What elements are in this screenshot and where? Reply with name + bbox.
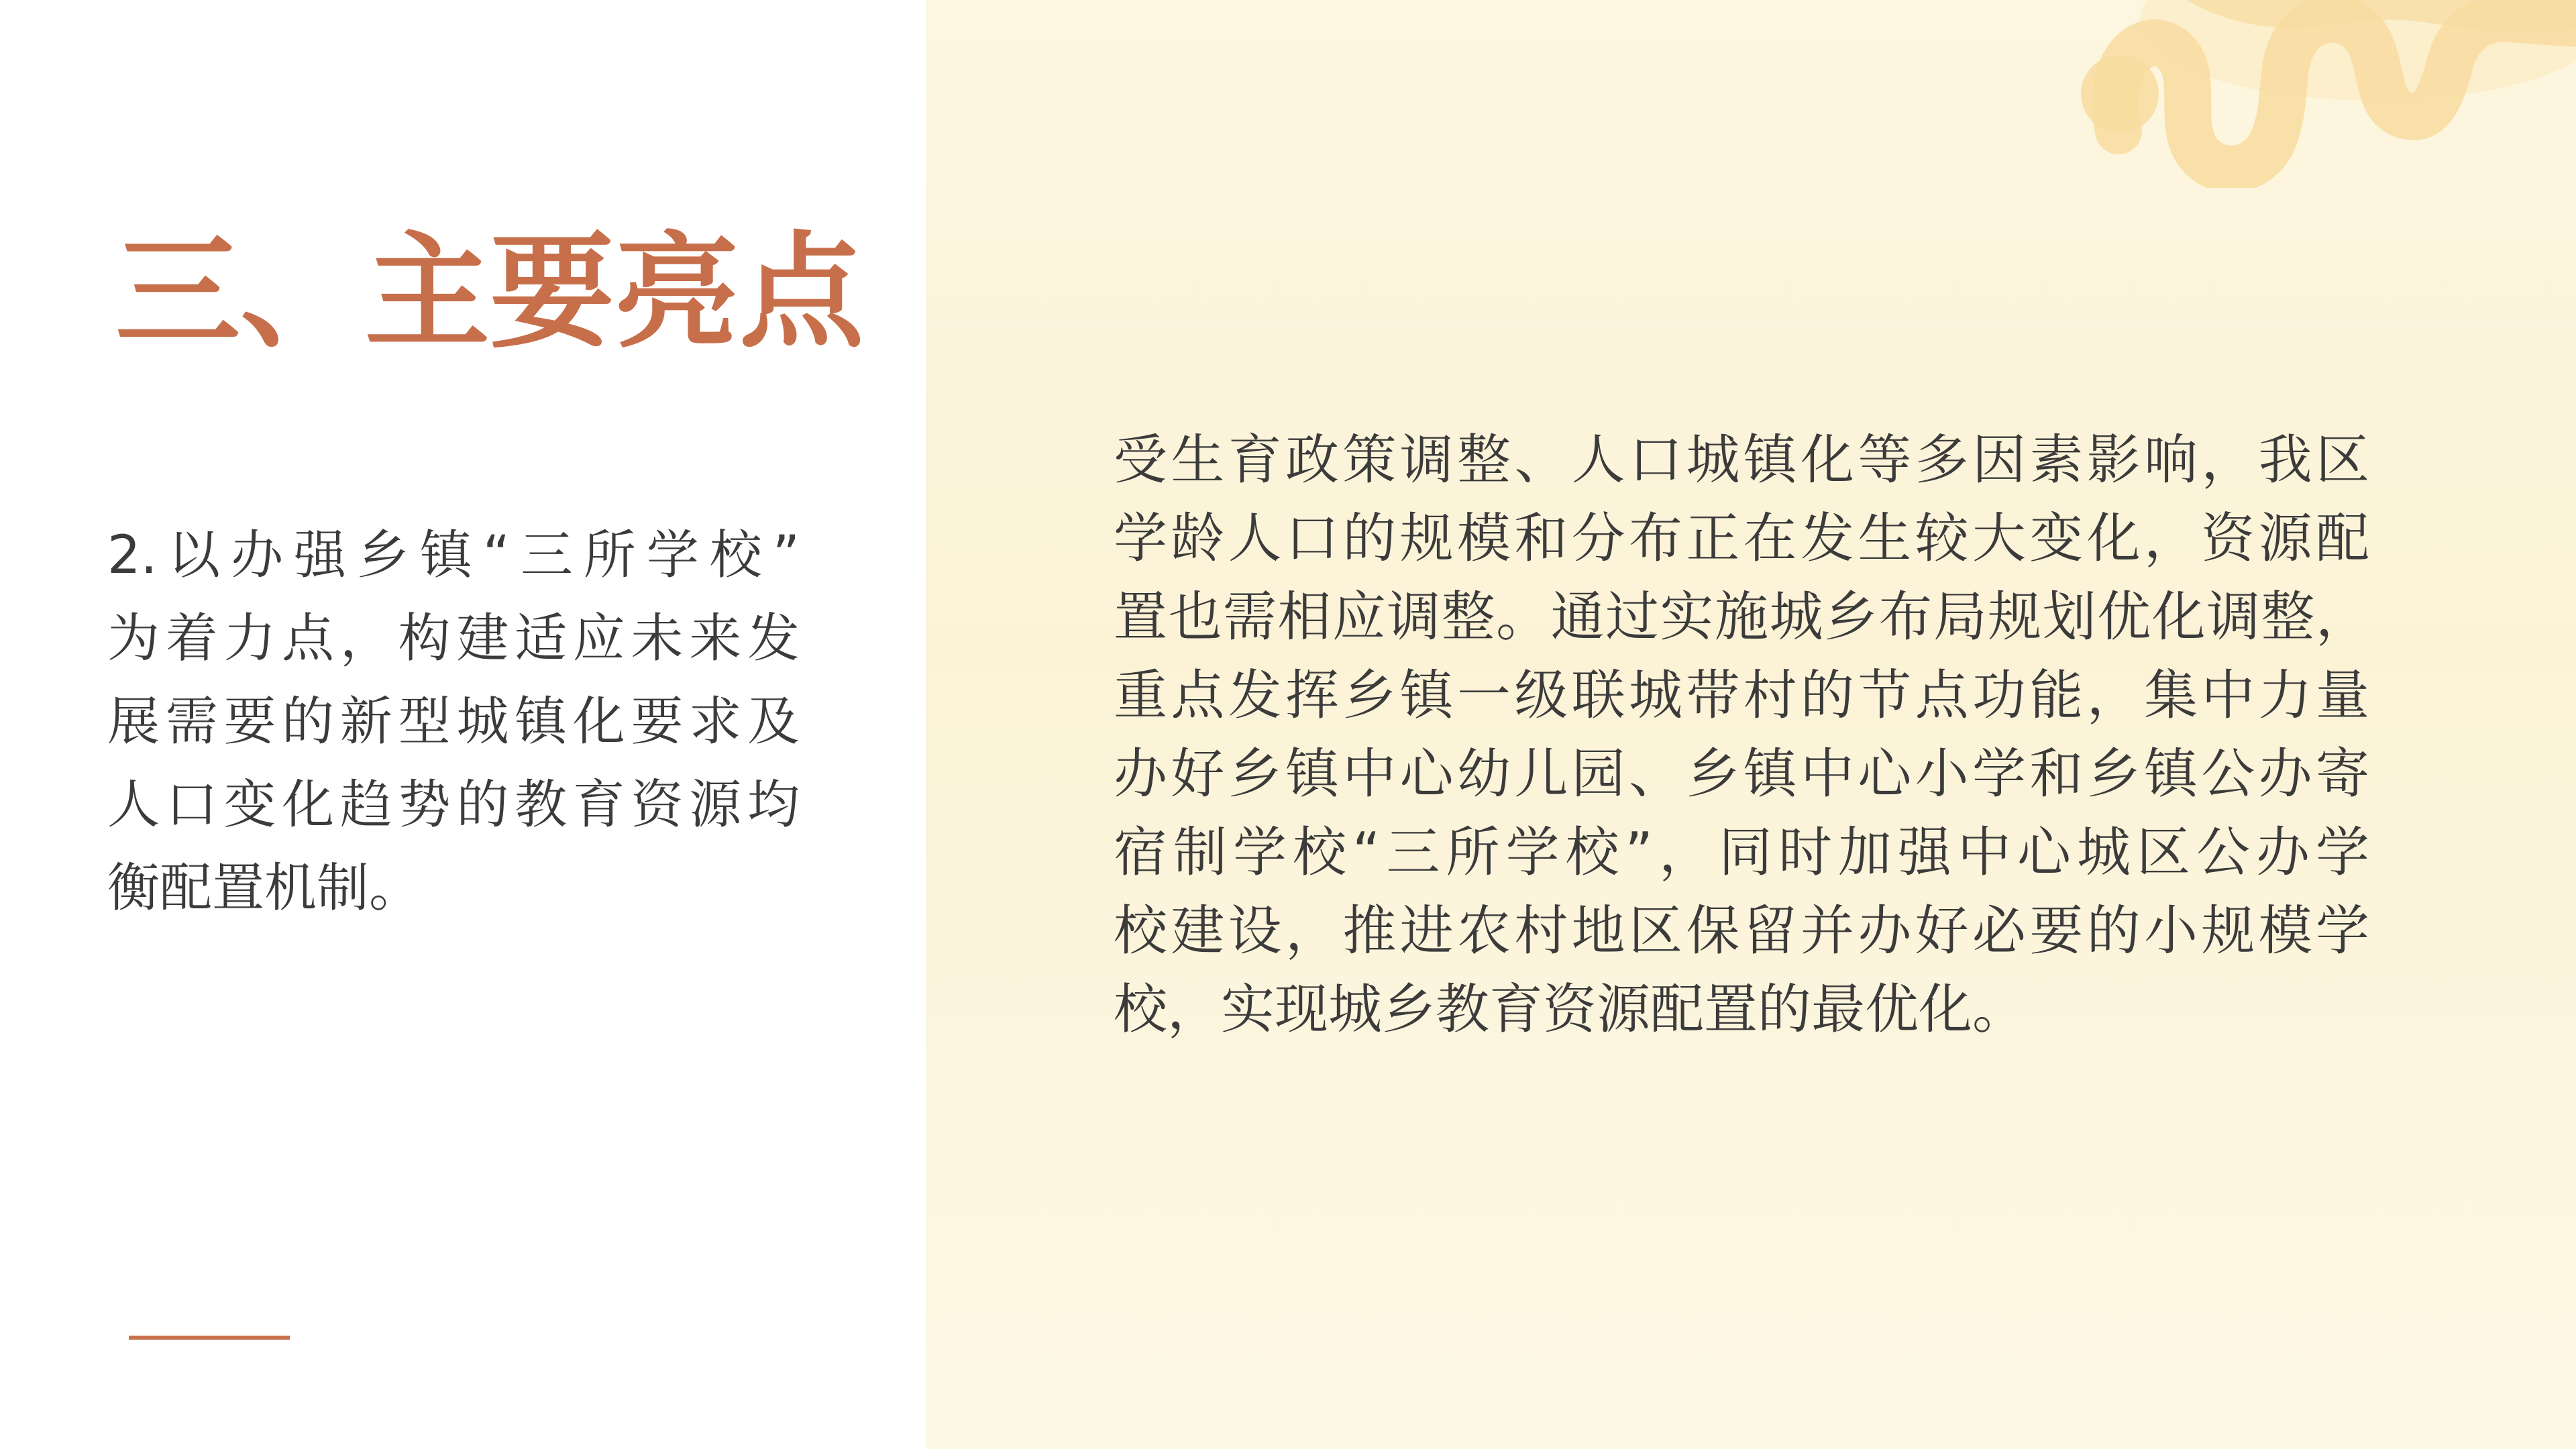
left-text-line-5: 衡配置机制。	[107, 858, 422, 918]
slide-title: 三、主要亮点	[115, 219, 865, 365]
right-text-line-4: 重点发挥乡镇一级联城带村的节点功能，集中力量	[1114, 664, 2369, 727]
left-panel	[0, 0, 926, 1449]
left-text-line-2: 为着力点，构建适应未来发	[107, 608, 800, 669]
right-text-line-8: 校，实现城乡教育资源配置的最优化。	[1114, 978, 2026, 1040]
left-text-line-4: 人口变化趋势的教育资源均	[107, 775, 800, 835]
right-text-line-1: 受生育政策调整、人口城镇化等多因素影响，我区	[1114, 429, 2369, 491]
left-text-line-3: 展需要的新型城镇化要求及	[107, 692, 800, 752]
right-text-line-7: 校建设，推进农村地区保留并办好必要的小规模学	[1114, 900, 2369, 962]
right-text-block	[1114, 421, 2369, 1049]
left-text-line-1: 2.以办强乡镇“三所学校”	[107, 525, 800, 586]
divider-line	[129, 1336, 290, 1340]
right-text-line-2: 学龄人口的规模和分布正在发生较大变化，资源配	[1114, 507, 2369, 570]
left-text-block	[107, 514, 800, 930]
right-text-line-3: 置也需相应调整。通过实施城乡布局规划优化调整，	[1114, 586, 2369, 648]
right-text-line-6: 宿制学校“三所学校”，同时加强中心城区公办学	[1114, 821, 2369, 883]
cloud-squiggle-icon	[2039, 0, 2576, 188]
right-text-line-5: 办好乡镇中心幼儿园、乡镇中心小学和乡镇公办寄	[1114, 743, 2369, 805]
right-panel	[926, 0, 2576, 1449]
